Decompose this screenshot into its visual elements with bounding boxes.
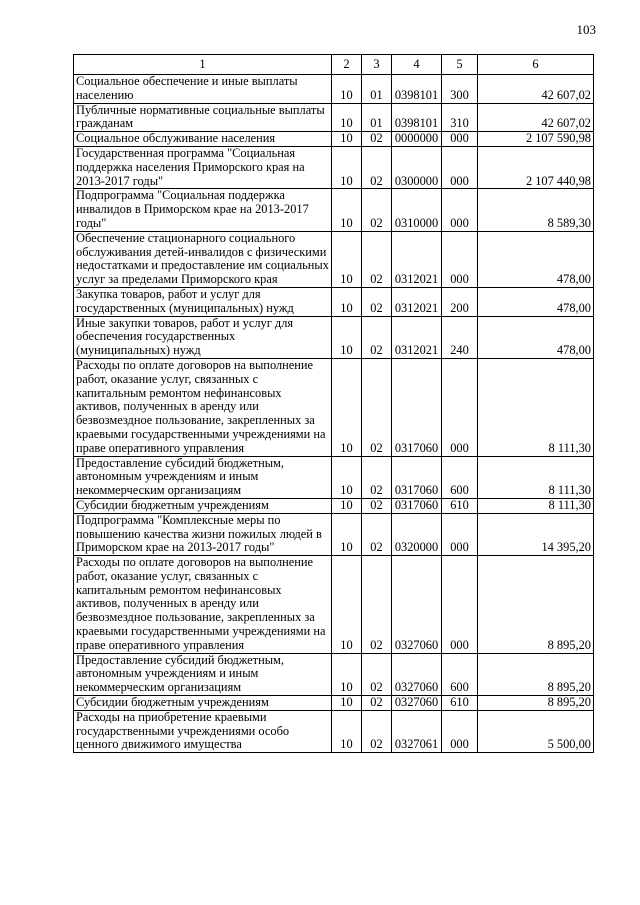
row-section: 10 [332, 132, 362, 147]
row-name: Подпрограмма "Социальная поддержка инвалидов в Приморском крае на 2013-2017 годы" [74, 189, 332, 231]
table-row [74, 189, 594, 231]
row-amount: 14 395,20 [478, 513, 594, 555]
row-subsection: 02 [362, 146, 392, 188]
header-row [74, 55, 594, 75]
row-expense-type: 310 [442, 103, 478, 132]
row-subsection: 02 [362, 556, 392, 654]
row-name: Обеспечение стационарного социального обслуживания детей-инвалидов с физическими недостатками и предоставление им социальных услуг за пределами Приморского края [74, 231, 332, 287]
row-section: 10 [332, 287, 362, 316]
header-cell-amount: 6 [478, 55, 594, 75]
row-amount: 8 111,30 [478, 498, 594, 513]
row-subsection: 02 [362, 287, 392, 316]
row-expense-type: 300 [442, 75, 478, 104]
row-expense-type: 200 [442, 287, 478, 316]
table-row [74, 456, 594, 498]
row-expense-type: 000 [442, 556, 478, 654]
row-section: 10 [332, 189, 362, 231]
row-subsection: 02 [362, 358, 392, 456]
row-subsection: 01 [362, 103, 392, 132]
row-target-article: 0327060 [392, 696, 442, 711]
table-row [74, 287, 594, 316]
row-section: 10 [332, 231, 362, 287]
row-amount: 478,00 [478, 287, 594, 316]
row-subsection: 02 [362, 316, 392, 358]
row-target-article: 0312021 [392, 316, 442, 358]
table-row [74, 316, 594, 358]
row-name: Государственная программа "Социальная поддержка населения Приморского края на 2013-2017 годы" [74, 146, 332, 188]
row-section: 10 [332, 556, 362, 654]
row-name: Предоставление субсидий бюджетным, автономным учреждениям и иным некоммерческим организациям [74, 456, 332, 498]
row-amount: 478,00 [478, 231, 594, 287]
table-row [74, 710, 594, 752]
row-target-article: 0327060 [392, 653, 442, 695]
row-name: Иные закупки товаров, работ и услуг для обеспечения государственных (муниципальных) нужд [74, 316, 332, 358]
row-section: 10 [332, 456, 362, 498]
row-section: 10 [332, 653, 362, 695]
header-cell-name: 1 [74, 55, 332, 75]
row-amount: 8 589,30 [478, 189, 594, 231]
row-subsection: 02 [362, 696, 392, 711]
row-target-article: 0398101 [392, 103, 442, 132]
row-name: Расходы на приобретение краевыми государственными учреждениями особо ценного движимого имущества [74, 710, 332, 752]
row-target-article: 0310000 [392, 189, 442, 231]
row-expense-type: 240 [442, 316, 478, 358]
row-expense-type: 000 [442, 189, 478, 231]
table-row [74, 653, 594, 695]
row-section: 10 [332, 316, 362, 358]
row-target-article: 0327060 [392, 556, 442, 654]
row-section: 10 [332, 103, 362, 132]
row-expense-type: 600 [442, 653, 478, 695]
row-expense-type: 000 [442, 146, 478, 188]
row-amount: 8 111,30 [478, 456, 594, 498]
row-target-article: 0312021 [392, 287, 442, 316]
row-name: Расходы по оплате договоров на выполнение работ, оказание услуг, связанных с капитальным ремонтом нефинансовых активов, полученных в аренду или безвозмездное пользование, закрепленных за краевыми государственными учреждениями на праве оперативного управления [74, 358, 332, 456]
row-name: Публичные нормативные социальные выплаты гражданам [74, 103, 332, 132]
table-row [74, 358, 594, 456]
table-row [74, 146, 594, 188]
row-target-article: 0317060 [392, 358, 442, 456]
row-expense-type: 000 [442, 710, 478, 752]
row-subsection: 02 [362, 710, 392, 752]
row-name: Подпрограмма "Комплексные меры по повышению качества жизни пожилых людей в Приморском крае на 2013-2017 годы" [74, 513, 332, 555]
row-section: 10 [332, 75, 362, 104]
row-target-article: 0300000 [392, 146, 442, 188]
row-target-article: 0317060 [392, 456, 442, 498]
row-expense-type: 000 [442, 132, 478, 147]
row-amount: 8 111,30 [478, 358, 594, 456]
row-target-article: 0398101 [392, 75, 442, 104]
row-amount: 42 607,02 [478, 103, 594, 132]
row-amount: 42 607,02 [478, 75, 594, 104]
budget-table [73, 54, 594, 753]
row-subsection: 02 [362, 231, 392, 287]
row-section: 10 [332, 710, 362, 752]
row-name: Расходы по оплате договоров на выполнение работ, оказание услуг, связанных с капитальным ремонтом нефинансовых активов, полученных в аренду или безвозмездное пользование, закрепленных за краевыми государственными учреждениями на праве оперативного управления [74, 556, 332, 654]
page-number: 103 [576, 22, 596, 37]
row-section: 10 [332, 358, 362, 456]
row-expense-type: 600 [442, 456, 478, 498]
row-subsection: 02 [362, 653, 392, 695]
header-cell-section: 2 [332, 55, 362, 75]
row-subsection: 02 [362, 513, 392, 555]
row-expense-type: 000 [442, 231, 478, 287]
row-subsection: 02 [362, 132, 392, 147]
row-name: Социальное обслуживание населения [74, 132, 332, 147]
row-amount: 2 107 440,98 [478, 146, 594, 188]
row-name: Предоставление субсидий бюджетным, автономным учреждениям и иным некоммерческим организациям [74, 653, 332, 695]
header-cell-subsection: 3 [362, 55, 392, 75]
row-amount: 8 895,20 [478, 556, 594, 654]
row-target-article: 0327061 [392, 710, 442, 752]
row-target-article: 0320000 [392, 513, 442, 555]
row-amount: 2 107 590,98 [478, 132, 594, 147]
row-name: Субсидии бюджетным учреждениям [74, 696, 332, 711]
table-row [74, 75, 594, 104]
table-row [74, 498, 594, 513]
row-expense-type: 000 [442, 513, 478, 555]
row-subsection: 02 [362, 498, 392, 513]
row-section: 10 [332, 498, 362, 513]
row-subsection: 02 [362, 189, 392, 231]
row-amount: 478,00 [478, 316, 594, 358]
table-row [74, 696, 594, 711]
row-target-article: 0317060 [392, 498, 442, 513]
header-cell-target-article: 4 [392, 55, 442, 75]
table-row [74, 231, 594, 287]
row-expense-type: 610 [442, 498, 478, 513]
row-amount: 5 500,00 [478, 710, 594, 752]
row-name: Социальное обеспечение и иные выплаты населению [74, 75, 332, 104]
table-row [74, 513, 594, 555]
row-target-article: 0312021 [392, 231, 442, 287]
row-name: Субсидии бюджетным учреждениям [74, 498, 332, 513]
row-expense-type: 610 [442, 696, 478, 711]
row-expense-type: 000 [442, 358, 478, 456]
row-section: 10 [332, 146, 362, 188]
row-subsection: 01 [362, 75, 392, 104]
row-target-article: 0000000 [392, 132, 442, 147]
table-row [74, 556, 594, 654]
row-section: 10 [332, 696, 362, 711]
row-amount: 8 895,20 [478, 696, 594, 711]
row-subsection: 02 [362, 456, 392, 498]
table-row [74, 132, 594, 147]
table-row [74, 103, 594, 132]
row-section: 10 [332, 513, 362, 555]
row-amount: 8 895,20 [478, 653, 594, 695]
header-cell-expense-type: 5 [442, 55, 478, 75]
row-name: Закупка товаров, работ и услуг для государственных (муниципальных) нужд [74, 287, 332, 316]
